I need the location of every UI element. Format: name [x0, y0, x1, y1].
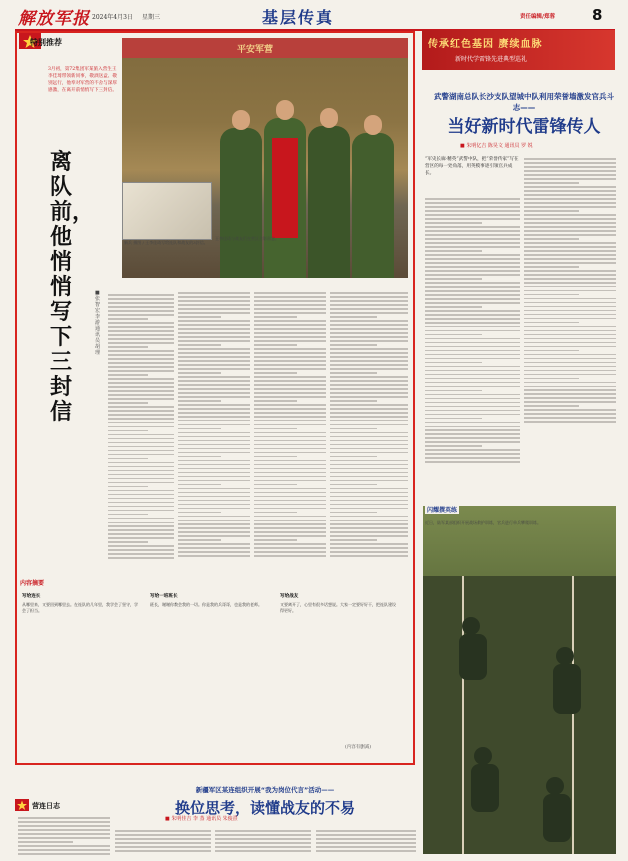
article-body-column	[316, 828, 416, 854]
letter-card-body: 又要离开了，心里有很多话想说。大家一定要好好干，把连队建设得更好。	[280, 602, 396, 613]
soldier-figure	[308, 126, 350, 278]
training-photo-caption: 近日，陆军某部组织开展战场救护训练，官兵进行单兵攀爬训练。	[425, 520, 541, 525]
climbing-soldiers-illustration	[423, 506, 616, 854]
photo-banner	[122, 38, 408, 58]
bottom-article-byline: ■ 朱明佳吉 李 蒸 通讯员 朱俊熹	[165, 816, 238, 822]
bottom-article-kicker: 新疆军区某连组织开展“我为岗位代言”活动——	[195, 786, 335, 794]
feature-byline: ■ 张智宏 李游 通讯员 胡 理	[95, 290, 101, 356]
section-title: 基层传真	[262, 8, 335, 27]
right-article-title: 当好新时代雷锋传人	[447, 117, 601, 137]
right-article-kicker: 武警湖南总队长沙支队望城中队利用荣誉墙激发官兵斗志——	[434, 92, 614, 112]
soldier-figure	[264, 118, 306, 278]
series-banner-title: 传承红色基因 赓续血脉	[428, 39, 543, 50]
letter-card-title: 写给连长	[22, 594, 41, 599]
content-source-note: (内容有删减)	[345, 745, 372, 750]
letter-card-body: 班长，谢谢你教会我的一切。你是我的兵哥哥，也是我的老师。	[150, 602, 262, 607]
camp-log-title: 营连日志	[32, 802, 60, 810]
letters-photo-caption: 新兵 摄图 / 王李佳琦写给连队和战友的3封信。	[124, 240, 208, 245]
soldier-figure	[220, 128, 262, 278]
letter-card-title: 写给战友	[280, 594, 299, 599]
letter-card	[280, 594, 398, 614]
training-photo	[423, 506, 616, 854]
right-article-byline: ■ 朱明亿吉 陈昊文 通讯员 罗 锐	[460, 143, 533, 149]
right-article-lead: “军史长廊·精英”武警中队，把“荣誉传家”写在营区的每一处角落，用英模事迹引领官兵成长。	[425, 157, 519, 176]
letter-card-body: 从哪里来，又要回到哪里去。在连队的几年里，我学会了坚守，学会了担当。	[22, 602, 138, 613]
letter-card	[150, 594, 268, 608]
content-box-label: 内容摘要	[20, 580, 45, 587]
article-body-column	[178, 290, 250, 559]
letters-photo	[122, 182, 212, 240]
article-body-column	[524, 156, 616, 425]
bottom-article-title: 换位思考，读懂战友的不易	[174, 799, 355, 817]
photo-banner-text: 平安军营	[237, 45, 274, 55]
issue-date: 2024年4月3日	[92, 14, 133, 21]
feature-intro: 3月初，第72集团军某旅入营生王李佳琦带领新同事，敬酒送盒、敬别远行，他奉对军营的不舍与深厚感激，在离开前悄悄写下三封信。	[48, 67, 117, 93]
article-body-column	[254, 290, 326, 559]
letter-card-title: 写给一班班长	[150, 594, 178, 599]
article-body-column	[18, 815, 110, 857]
soldier-figure	[352, 133, 394, 278]
star-icon	[15, 799, 29, 811]
article-body-column	[425, 196, 520, 465]
series-banner-subtitle: 新时代学雷锋先进典型巡礼	[455, 56, 528, 63]
newspaper-logo: 解放军报	[18, 9, 90, 29]
masthead	[0, 0, 628, 30]
page-number: 8	[592, 6, 603, 24]
article-body-column	[215, 828, 311, 854]
article-body-column	[330, 290, 408, 559]
feature-headline: 离队前，他悄悄写下三封信	[50, 150, 95, 425]
editor-info: 责任编辑/郑蓉	[520, 14, 556, 20]
letter-card	[22, 594, 140, 614]
feature-photo-caption: 王李佳琦与战友们在营区合影留念。	[215, 236, 279, 241]
honor-sash	[272, 138, 298, 238]
issue-weekday: 星期三	[142, 14, 161, 21]
article-body-column	[115, 828, 211, 854]
special-tag: 特别推荐	[30, 38, 62, 47]
article-body-column	[108, 292, 174, 561]
photo-section-label: 闪耀撰英练	[427, 507, 458, 514]
